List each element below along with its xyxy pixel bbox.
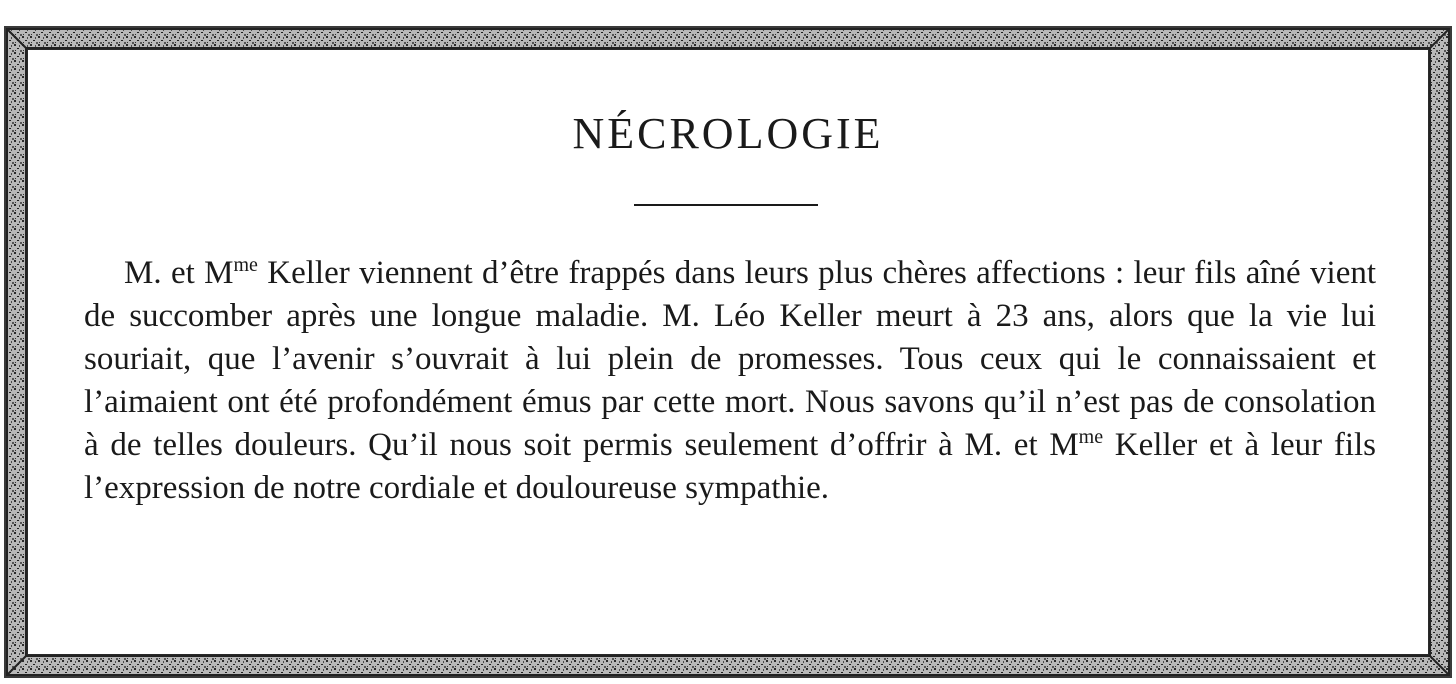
paragraph-text-middle: Keller viennent d’être frappés dans leurs plus chères affections : leur fils aîné vient de succomber après une longue maladie. M. Léo Keller meurt à 23 ans, alors que la vie lui souriait, que l’avenir s’ouvrait à lui plein de promesses. Tous ceux qui le connaissaient et l’aimaient ont été profondément émus par cette mort. Nous savons qu’il n’est pas de consolation à de telles douleurs. Qu’il nous soit permis seulement d’offrir à M. et M — [84, 255, 1377, 463]
obituary-panel — [34, 56, 1422, 648]
paragraph-text-end: Keller et à leur fils l’expression de notre cordiale et douloureuse sympathie. — [84, 427, 1377, 506]
page-title: NÉCROLOGIE — [572, 109, 884, 158]
title-abbreviation-2: me — [1078, 426, 1104, 448]
title-divider — [634, 204, 818, 206]
obituary-paragraph — [84, 252, 1376, 510]
title-abbreviation-1: me — [233, 254, 258, 276]
paragraph-text-start: M. et M — [124, 255, 234, 291]
